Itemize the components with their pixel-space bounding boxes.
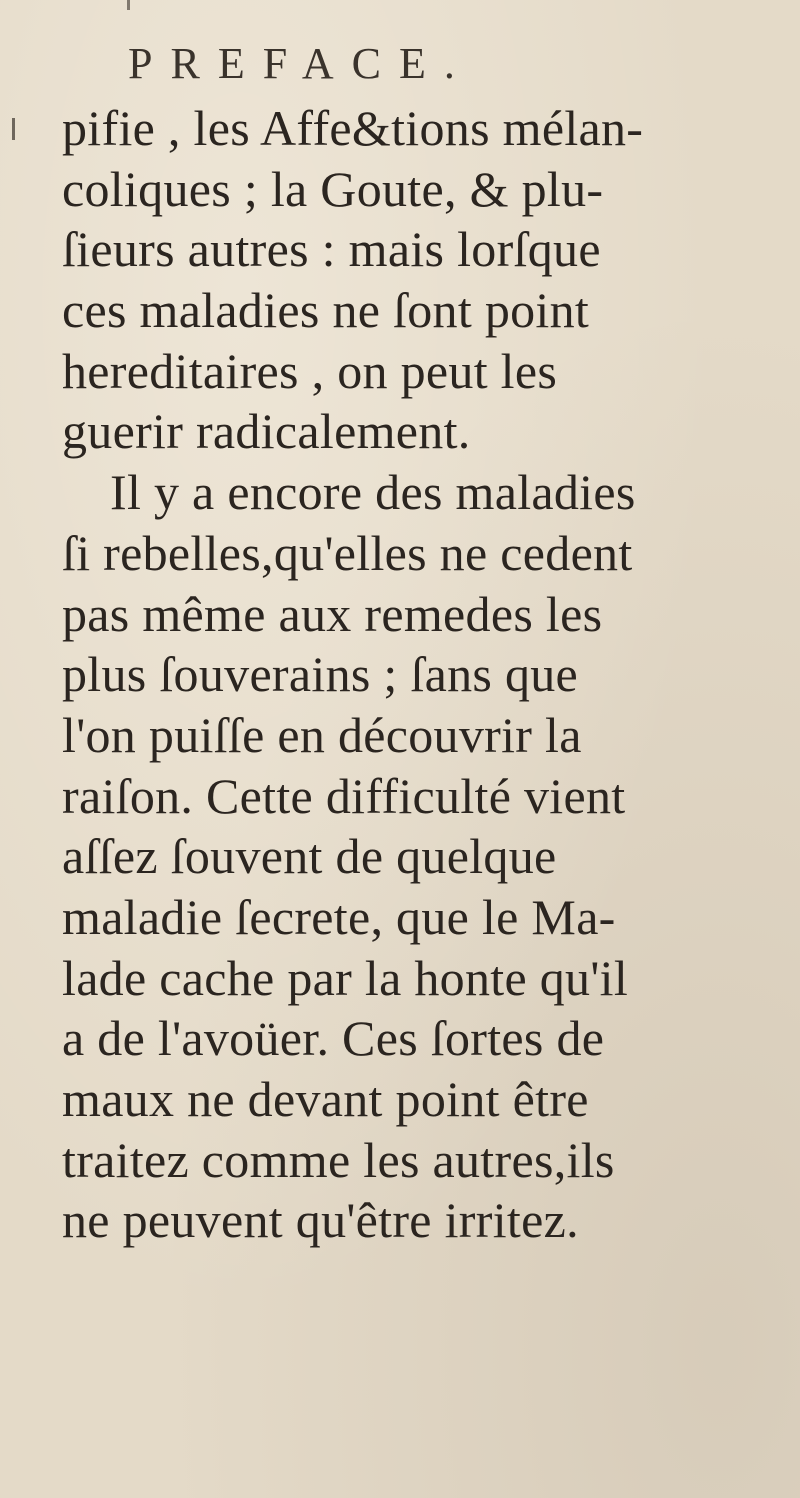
text-line: raiſon. Cette difficulté vient (62, 767, 626, 824)
running-header: PREFACE. (128, 39, 473, 88)
text-line: pifie , les Affe&tions mélan- (62, 100, 644, 156)
text-line: aſſez ſouvent de quelque (62, 828, 557, 885)
ink-speck (127, 0, 130, 10)
text-line: ſieurs autres : mais lorſque (62, 221, 601, 278)
text-line: a de l'avoüer. Ces ſortes de (62, 1010, 605, 1067)
margin-mark (12, 118, 15, 140)
text-line: maux ne devant point être (62, 1071, 589, 1127)
text-line: l'on puiſſe en découvrir la (62, 706, 582, 763)
text-line: ne peuvent qu'être irritez. (62, 1192, 579, 1249)
text-line: hereditaires , on peut les (62, 342, 558, 399)
body-text (62, 98, 782, 1251)
text-line: ſi rebelles,qu'elles ne cedent (62, 524, 633, 581)
text-line: ces maladies ne ſont point (62, 282, 590, 339)
text-line: pas même aux remedes les (62, 585, 603, 642)
text-line: plus ſouverains ; ſans que (62, 646, 579, 703)
text-line: traitez comme les autres,ils (62, 1131, 615, 1188)
paragraph-start-line: Il y a encore des maladies (110, 464, 636, 521)
text-line: lade cache par la honte qu'il (62, 949, 629, 1006)
text-line: coliques ; la Goute, & plu- (62, 160, 604, 217)
text-line: guerir radicalement. (62, 403, 471, 460)
text-line: maladie ſecrete, que le Ma- (62, 888, 616, 945)
